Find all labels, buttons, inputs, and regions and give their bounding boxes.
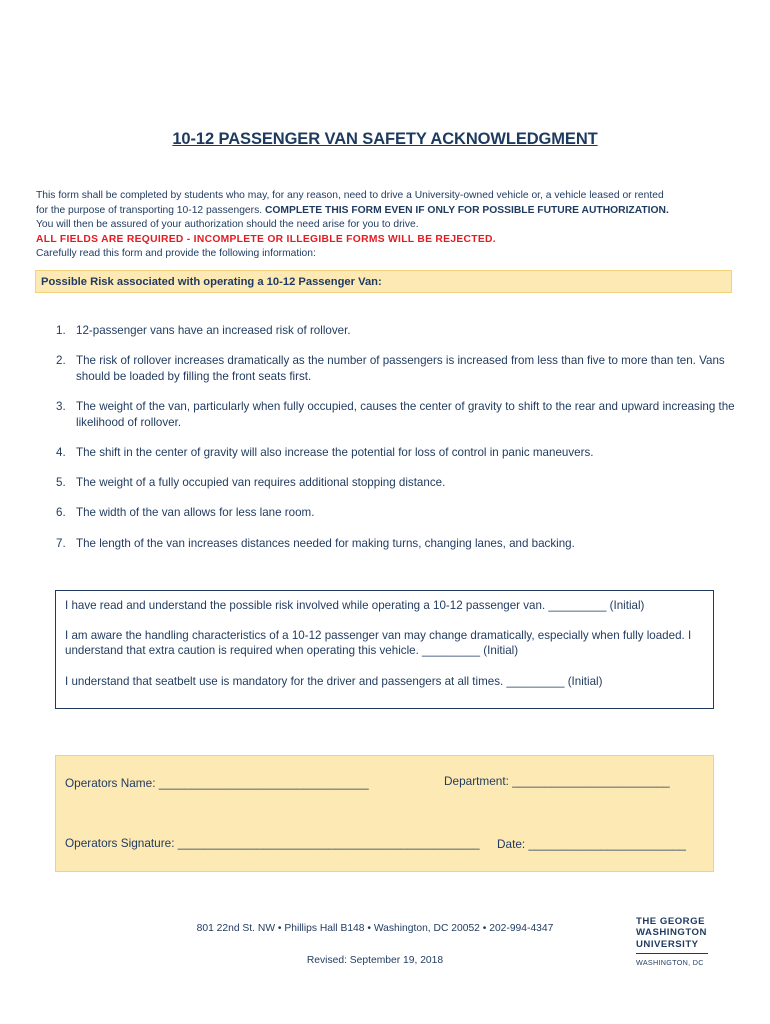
risk-number: 7. xyxy=(56,537,66,550)
risk-text: The shift in the center of gravity will also increase the potential for loss of control in panic maneuvers. xyxy=(76,446,594,459)
risk-item xyxy=(56,505,736,521)
operator-info-box xyxy=(55,755,714,872)
risk-item xyxy=(56,445,736,461)
acknowledgment-risk[interactable]: I have read and understand the possible risk involved while operating a 10-12 passenger van. _________ (Initial) xyxy=(65,599,645,612)
risk-text: The weight of a fully occupied van requires additional stopping distance. xyxy=(76,476,446,489)
risk-text: 12-passenger vans have an increased risk of rollover. xyxy=(76,324,351,337)
required-notice: ALL FIELDS ARE REQUIRED - INCOMPLETE OR ILLEGIBLE FORMS WILL BE REJECTED. xyxy=(36,233,496,245)
risk-item xyxy=(56,536,736,552)
logo-line-1: THE GEORGE xyxy=(636,916,705,927)
acknowledgment-box xyxy=(55,590,714,709)
risk-number: 1. xyxy=(56,324,66,337)
risk-number: 3. xyxy=(56,400,66,413)
risk-item xyxy=(56,323,736,339)
revision-date: Revised: September 19, 2018 xyxy=(306,955,444,966)
date-field[interactable]: Date: ________________________ xyxy=(497,837,686,851)
risk-item xyxy=(56,399,736,430)
logo-line-2: WASHINGTON xyxy=(636,927,707,939)
operators-name-field[interactable]: Operators Name: ________________________________ xyxy=(65,776,369,790)
risk-text: The risk of rollover increases dramatically as the number of passengers is increased from less than five to more than ten. Vans should be loaded by filling the front seats first. xyxy=(76,354,725,383)
risk-header-bar xyxy=(35,270,732,293)
department-field[interactable]: Department: ________________________ xyxy=(444,774,670,788)
intro-paragraph xyxy=(36,189,741,262)
logo-line-3: UNIVERSITY xyxy=(636,938,699,950)
logo-city: WASHINGTON, DC xyxy=(636,958,704,968)
intro-line-1: This form shall be completed by students who may, for any reason, need to drive a University-owned vehicle or, a vehicle leased or rented xyxy=(36,190,664,201)
intro-line-2 xyxy=(36,204,741,219)
risk-header: Possible Risk associated with operating a 10-12 Passenger Van: xyxy=(41,276,382,288)
risk-number: 4. xyxy=(56,446,66,459)
footer-address: 801 22nd St. NW • Phillips Hall B148 • Washington, DC 20052 • 202-994-4347 xyxy=(196,923,554,934)
intro-emphasis: COMPLETE THIS FORM EVEN IF ONLY FOR POSSIBLE FUTURE AUTHORIZATION. xyxy=(264,204,669,216)
gwu-logo xyxy=(636,916,712,969)
intro-line-5: Carefully read this form and provide the following information: xyxy=(36,248,316,260)
operators-signature-field[interactable]: Operators Signature: ______________________________________________ xyxy=(65,836,480,850)
intro-line-3: You will then be assured of your authorization should the need arise for you to drive. xyxy=(36,219,419,231)
intro-line-2-text: for the purpose of transporting 10-12 passengers. xyxy=(36,204,265,216)
risk-item xyxy=(56,353,736,384)
risk-text: The weight of the van, particularly when fully occupied, causes the center of gravity to shift to the rear and upward increasing the likelihood of rollover. xyxy=(76,400,735,429)
risk-number: 5. xyxy=(56,476,66,489)
risk-number: 6. xyxy=(56,506,66,519)
risk-item xyxy=(56,475,736,491)
risk-text: The width of the van allows for less lane room. xyxy=(76,506,315,519)
acknowledgment-handling[interactable]: I am aware the handling characteristics of a 10-12 passenger van may change dramatically, especially when fully loaded. I understand that extra caution is required when operating this vehicle. _________ (Initial) xyxy=(65,629,692,658)
page-title: 10-12 PASSENGER VAN SAFETY ACKNOWLEDGMENT xyxy=(172,130,598,148)
risk-number: 2. xyxy=(56,354,66,367)
logo-divider xyxy=(636,953,708,954)
risk-text: The length of the van increases distances needed for making turns, changing lanes, and backing. xyxy=(76,537,575,550)
acknowledgment-seatbelt[interactable]: I understand that seatbelt use is mandatory for the driver and passengers at all times. _________ (Initial) xyxy=(65,675,603,688)
